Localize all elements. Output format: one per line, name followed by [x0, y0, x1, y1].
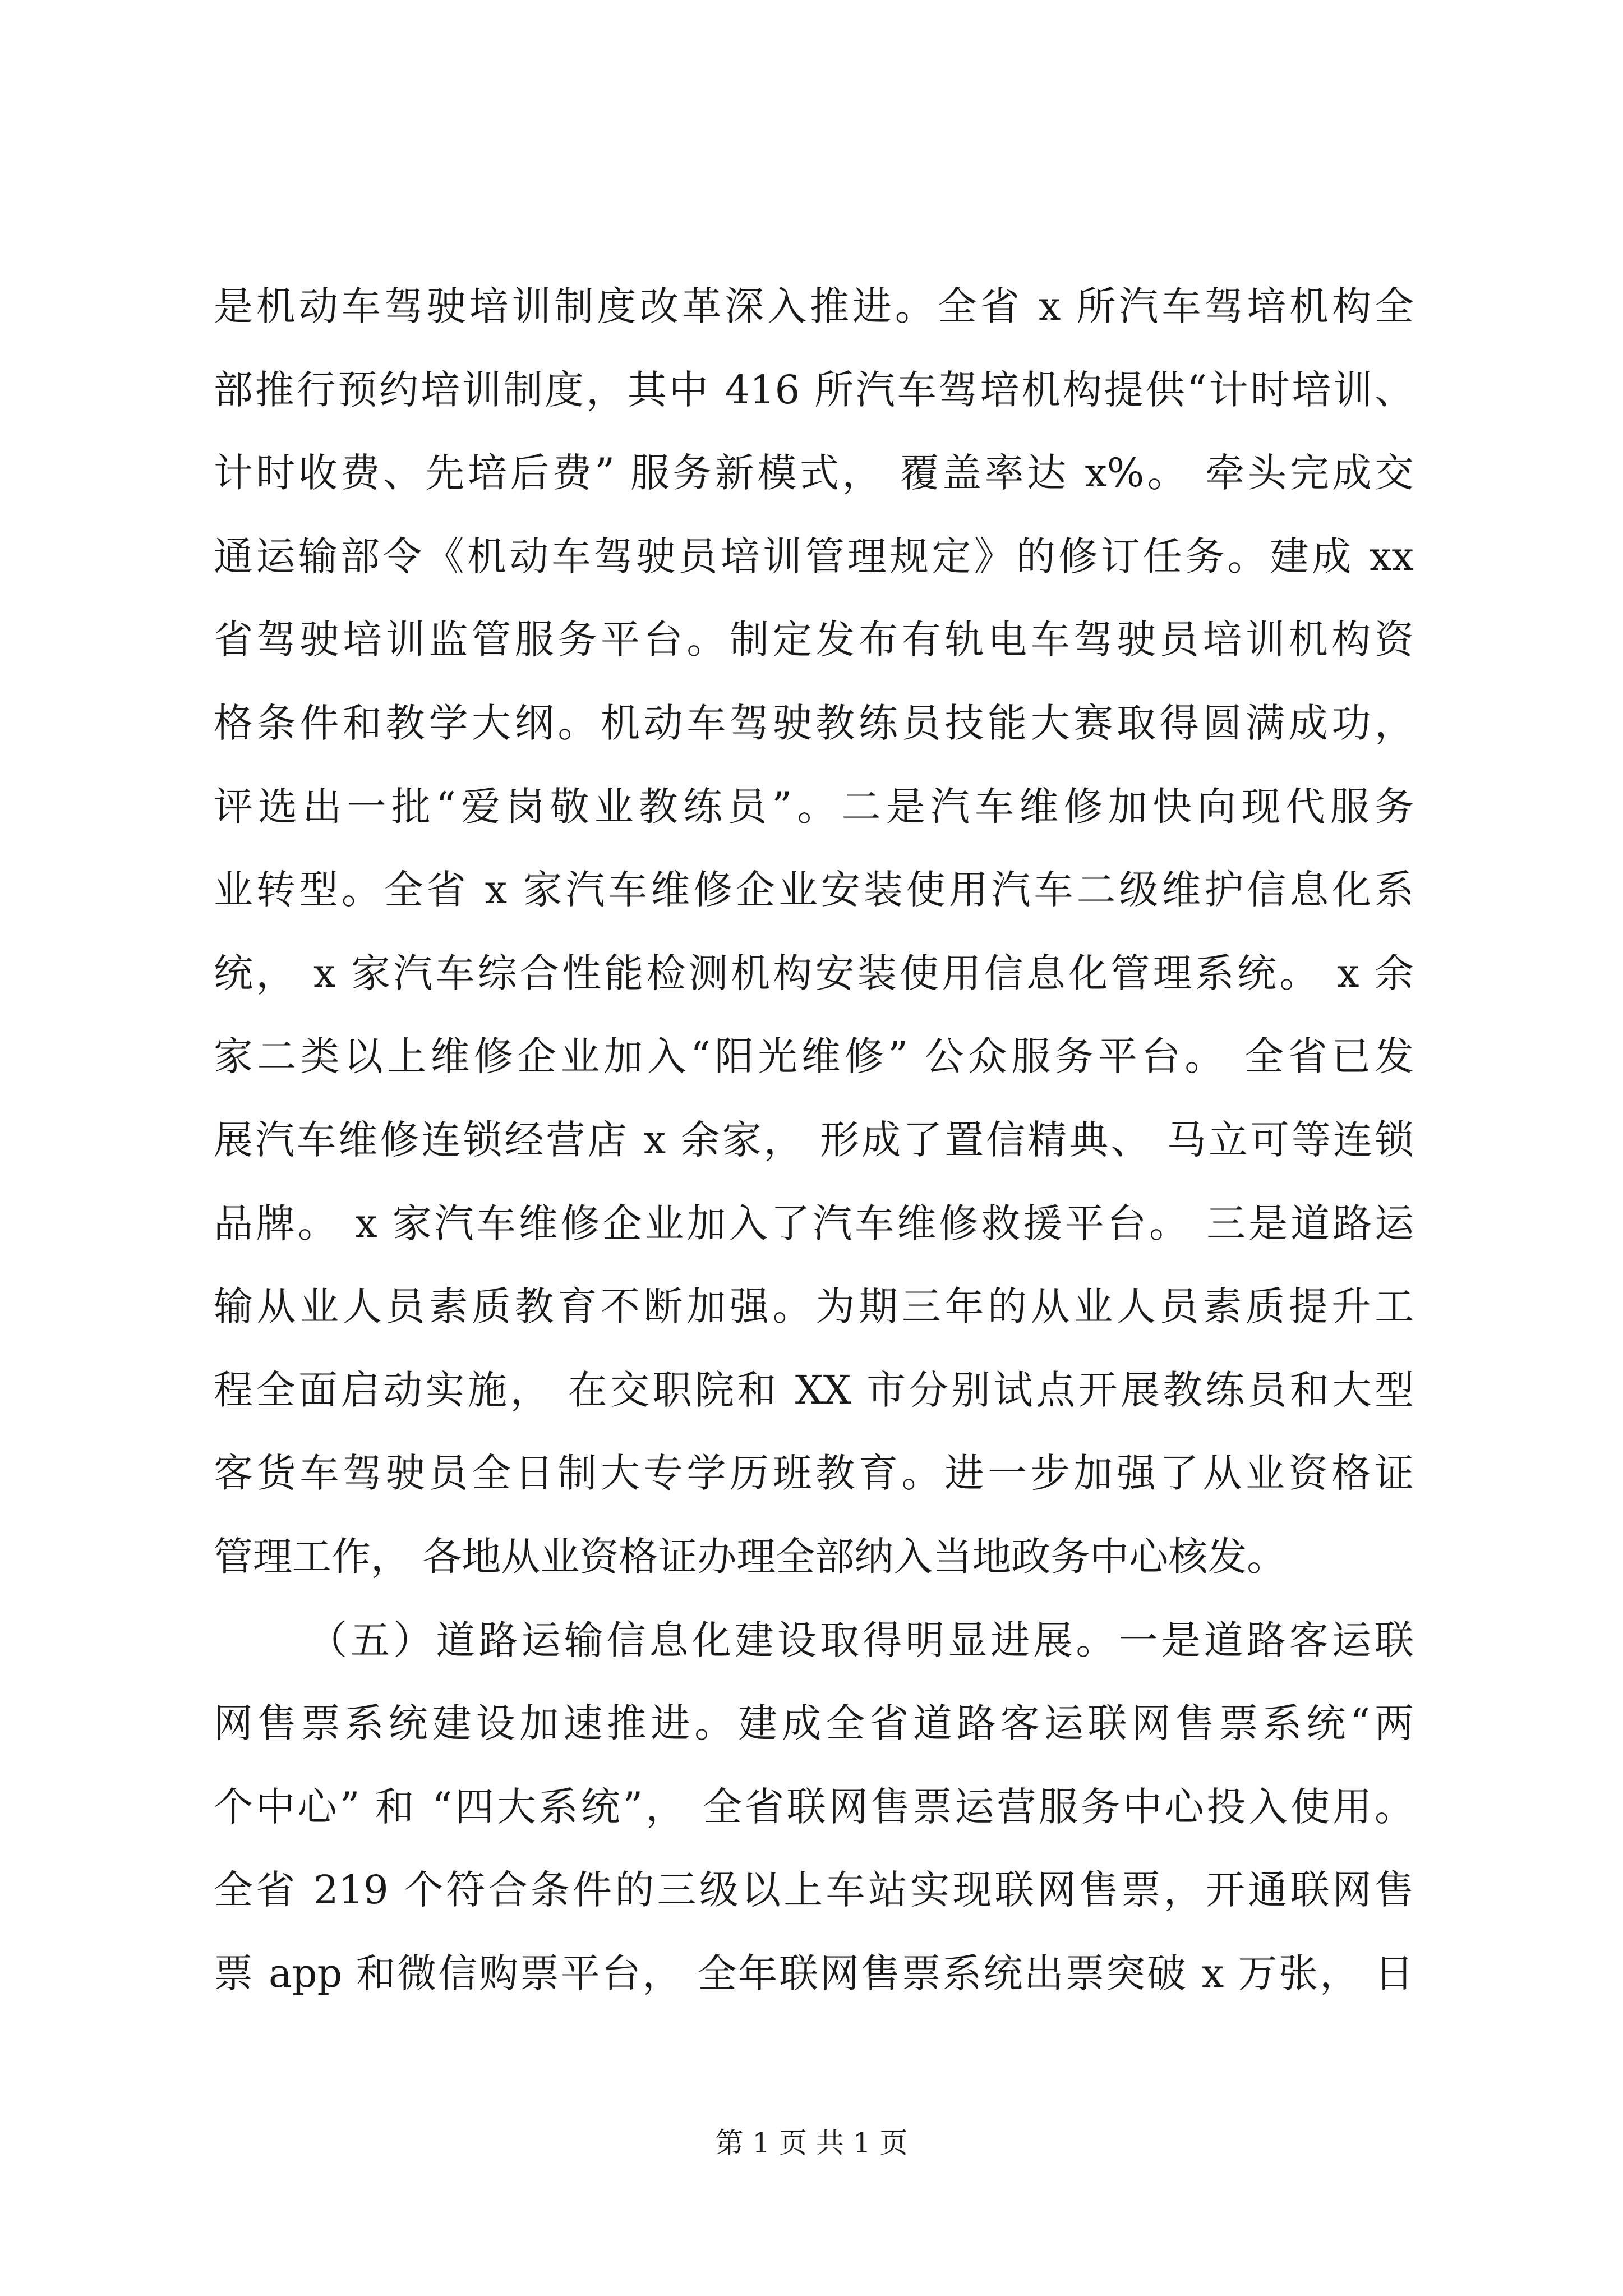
text-line: 程全面启动实施， 在交职院和 XX 市分别试点开展教练员和大型: [214, 1366, 1414, 1413]
text-line: 是机动车驾驶培训制度改革深入推进。全省 x 所汽车驾培机构全: [214, 283, 1414, 329]
section-heading-line: （五）道路运输信息化建设取得明显进展。一是道路客运联: [308, 1617, 1414, 1663]
text-line: 省驾驶培训监管服务平台。制定发布有轨电车驾驶员培训机构资: [214, 616, 1414, 663]
document-body: [214, 265, 1414, 2015]
text-line: 个中心” 和 “四大系统”， 全省联网售票运营服务中心投入使用。: [214, 1783, 1414, 1830]
text-line: 通运输部令《机动车驾驶员培训管理规定》的修订任务。建成 xx: [214, 533, 1414, 579]
text-line: 评选出一批“爱岗敬业教练员”。二是汽车维修加快向现代服务: [214, 783, 1414, 830]
text-line: 家二类以上维修企业加入“阳光维修” 公众服务平台。 全省已发: [214, 1033, 1414, 1080]
text-line: 票 app 和微信购票平台， 全年联网售票系统出票突破 x 万张， 日: [214, 1950, 1414, 1996]
text-line: 展汽车维修连锁经营店 x 余家， 形成了置信精典、 马立可等连锁: [214, 1116, 1414, 1163]
text-line: 输从业人员素质教育不断加强。为期三年的从业人员素质提升工: [214, 1283, 1414, 1330]
text-line: 管理工作， 各地从业资格证办理全部纳入当地政务中心核发。: [214, 1533, 1287, 1580]
text-line: 品牌。 x 家汽车维修企业加入了汽车维修救援平台。 三是道路运: [214, 1200, 1414, 1246]
text-line: 客货车驾驶员全日制大专学历班教育。进一步加强了从业资格证: [214, 1450, 1414, 1497]
text-line: 网售票系统建设加速推进。建成全省道路客运联网售票系统“两: [214, 1700, 1414, 1747]
text-line: 全省 219 个符合条件的三级以上车站实现联网售票，开通联网售: [214, 1867, 1414, 1913]
text-line: 统， x 家汽车综合性能检测机构安装使用信息化管理系统。 x 余: [214, 950, 1414, 996]
page-number-footer: 第 1 页 共 1 页: [715, 2127, 908, 2159]
text-line: 格条件和教学大纲。机动车驾驶教练员技能大赛取得圆满成功，: [214, 700, 1414, 746]
text-line: 计时收费、先培后费” 服务新模式， 覆盖率达 x%。 牵头完成交: [214, 450, 1414, 496]
text-line: 部推行预约培训制度，其中 416 所汽车驾培机构提供“计时培训、: [214, 366, 1414, 413]
text-line: 业转型。全省 x 家汽车维修企业安装使用汽车二级维护信息化系: [214, 867, 1414, 913]
